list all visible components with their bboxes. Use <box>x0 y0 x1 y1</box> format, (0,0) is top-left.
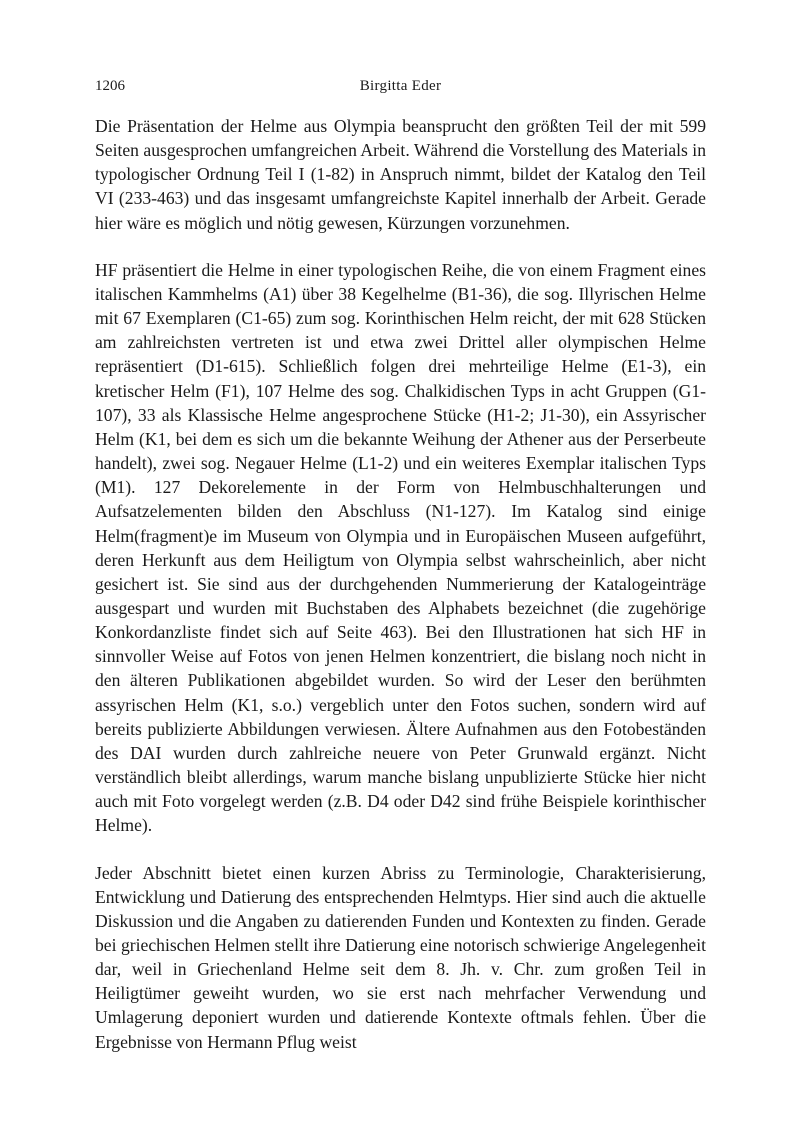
paragraph-intro: Die Präsentation der Helme aus Olympia beansprucht den größten Teil der mit 599 Seiten ausgesprochen umfangreichen Arbeit. Während die Vorstellung des Materials in typologischer Ordnung Teil I (1-82) in Anspruch nimmt, bildet der Katalog den Teil VI (233-463) und das insgesamt umfangreichste Kapitel innerhalb der Arbeit. Gerade hier wäre es möglich und nötig gewesen, Kürzungen vorzunehmen. <box>95 116 706 233</box>
page-header <box>95 78 706 102</box>
body-text <box>95 114 706 1054</box>
running-head-author: Birgitta Eder <box>359 78 442 94</box>
paragraph-typology: HF präsentiert die Helme in einer typologischen Reihe, die von einem Fragment eines italischen Kammhelms (A1) über 38 Kegelhelme (B1-36), die sog. Illyrischen Helme mit 67 Exemplaren (C1-65) zum sog. Korinthischen Helm reicht, der mit 628 Stücken am zahlreichsten vertreten ist und etwa zwei Drittel aller olympischen Helme repräsentiert (D1-615). Schließlich folgen drei mehrteilige Helme (E1-3), ein kretischer Helm (F1), 107 Helme des sog. Chalkidischen Typs in acht Gruppen (G1-107), 33 als Klassische Helme angesprochene Stücke (H1-2; J1-30), ein Assyrischer Helm (K1, bei dem es sich um die bekannte Weihung der Athener aus der Perserbeute handelt), zwei sog. Negauer Helme (L1-2) und ein weiteres Exemplar italischen Typs (M1). 127 Dekorelemente in der Form von Helmbuschhalterungen und Aufsatzelementen bilden den Abschluss (N1-127). Im Katalog sind einige Helm(fragment)e im Museum von Olympia und in Europäischen Museen aufgeführt, deren Herkunft aus dem Heiligtum von Olympia selbst wahrscheinlich, aber nicht gesichert ist. Sie sind aus der durchgehenden Nummerierung der Katalogeinträge ausgespart und wurden mit Buchstaben des Alphabets bezeichnet (die zugehörige Konkordanzliste findet sich auf Seite 463). Bei den Illustrationen hat sich HF in sinnvoller Weise auf Fotos von jenen Helmen konzentriert, die bislang noch nicht in den älteren Publikationen abgebildet wurden. So wird der Leser den berühmten assyrischen Helm (K1, s.o.) vergeblich unter den Fotos suchen, sondern wird auf bereits publizierte Abbildungen verwiesen. Ältere Aufnahmen aus den Fotobeständen des DAI wurden durch zahlreiche neuere von Peter Grunwald ergänzt. Nicht verständlich bleibt allerdings, warum manche bislang unpublizierte Stücke hier nicht auch mit Foto vorgelegt werden (z.B. D4 oder D42 sind frühe Beispiele korinthischer Helme). <box>95 259 706 836</box>
page-number: 1206 <box>95 78 125 94</box>
document-page <box>95 78 706 1054</box>
paragraph-sections: Jeder Abschnitt bietet einen kurzen Abriss zu Terminologie, Charakterisierung, Entwicklung und Datierung des entsprechenden Helmtyps. Hier sind auch die aktuelle Diskussion und die Angaben zu datierenden Funden und Kontexten zu finden. Gerade bei griechischen Helmen stellt ihre Datierung eine notorisch schwierige Angelegenheit dar, weil in Griechenland Helme seit dem 8. Jh. v. Chr. zum großen Teil in Heiligtümer geweiht wurden, wo sie erst nach mehrfacher Verwendung und Umlagerung deponiert wurden und datierende Kontexte oftmals fehlen. Über die Ergebnisse von Hermann Pflug weist <box>95 862 706 1052</box>
